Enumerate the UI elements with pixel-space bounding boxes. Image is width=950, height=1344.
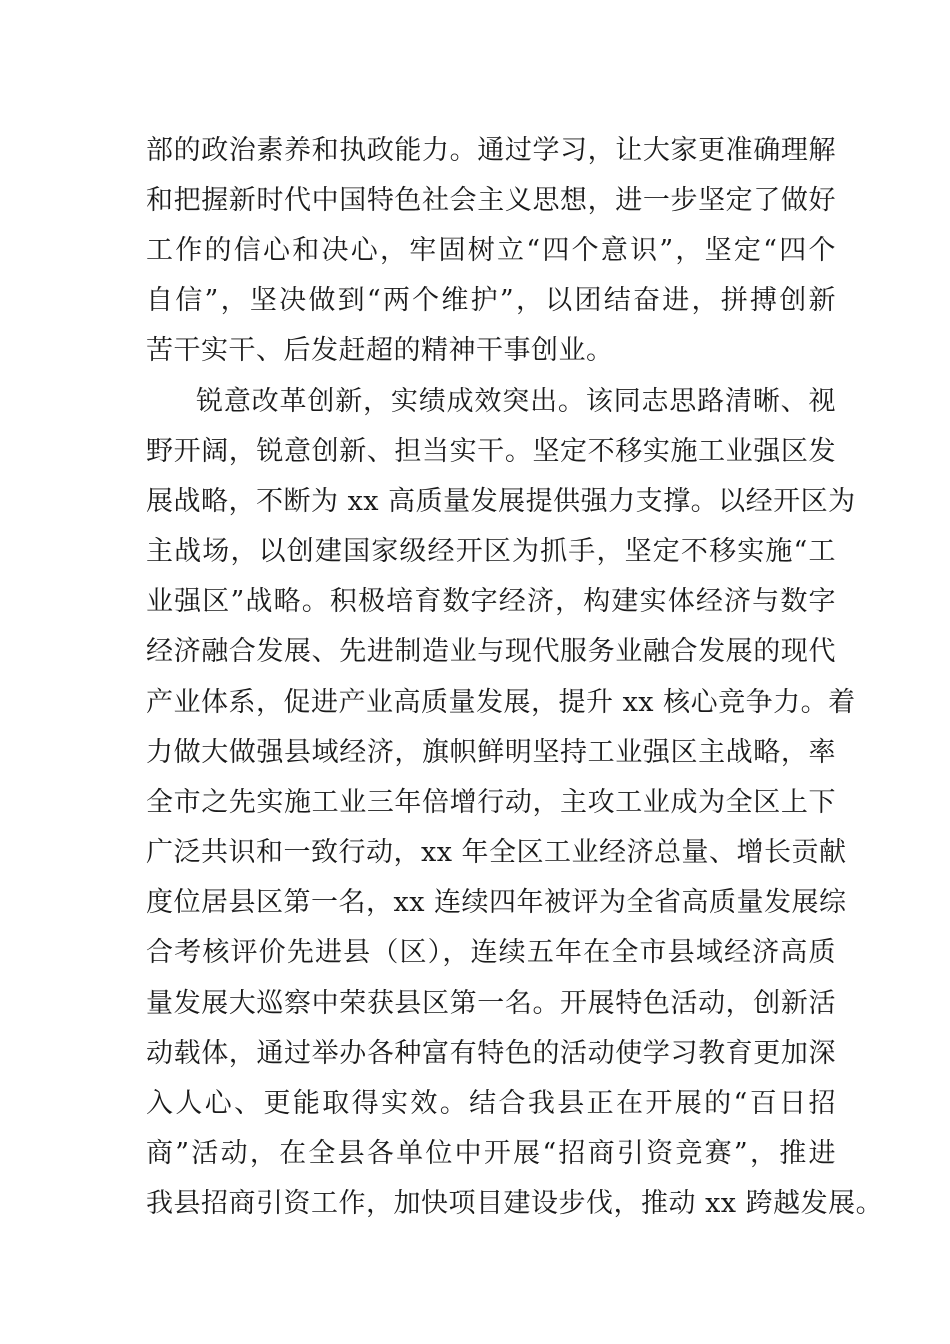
text-line: 苦干实干、后发赶超的精神干事创业。: [146, 335, 614, 366]
text-line: 我县招商引资工作，加快项目建设步伐，推动 xx 跨越发展。: [146, 1188, 884, 1219]
text-line: 经济融合发展、先进制造业与现代服务业融合发展的现代: [146, 636, 836, 667]
text-line: 主战场，以创建国家级经开区为抓手，坚定不移实施“工: [146, 536, 836, 567]
text-line: 全市之先实施工业三年倍增行动，主攻工业成为全区上下: [146, 787, 836, 818]
text-line: 产业体系，促进产业高质量发展，提升 xx 核心竞争力。着: [146, 687, 856, 718]
text-line: 动载体，通过举办各种富有特色的活动使学习教育更加深: [146, 1038, 836, 1069]
text-line: 和把握新时代中国特色社会主义思想，进一步坚定了做好: [146, 185, 836, 216]
text-line: 展战略，不断为 xx 高质量发展提供强力支撑。以经开区为: [146, 486, 856, 517]
text-line: 力做大做强县域经济，旗帜鲜明坚持工业强区主战略，率: [146, 737, 836, 768]
text-line: 合考核评价先进县（区），连续五年在全市县域经济高质: [146, 937, 836, 968]
text-line: 度位居县区第一名，xx 连续四年被评为全省高质量发展综: [146, 887, 847, 918]
text-line: 广泛共识和一致行动，xx 年全区工业经济总量、增长贡献: [146, 837, 847, 868]
text-line: 入人心、更能取得实效。结合我县正在开展的“百日招: [146, 1088, 836, 1119]
text-line: 量发展大巡察中荣获县区第一名。开展特色活动，创新活: [146, 988, 836, 1019]
text-line: 工作的信心和决心，牢固树立“四个意识”，坚定“四个: [146, 235, 836, 266]
text-line: 自信”，坚决做到“两个维护”，以团结奋进，拼搏创新: [146, 285, 836, 316]
text-line: 野开阔，锐意创新、担当实干。坚定不移实施工业强区发: [146, 436, 836, 467]
text-line: 商”活动，在全县各单位中开展“招商引资竞赛”，推进: [146, 1138, 836, 1169]
text-line: 锐意改革创新，实绩成效突出。该同志思路清晰、视: [196, 386, 836, 417]
text-line: 部的政治素养和执政能力。通过学习，让大家更准确理解: [146, 135, 836, 166]
text-line: 业强区”战略。积极培育数字经济，构建实体经济与数字: [146, 586, 836, 617]
